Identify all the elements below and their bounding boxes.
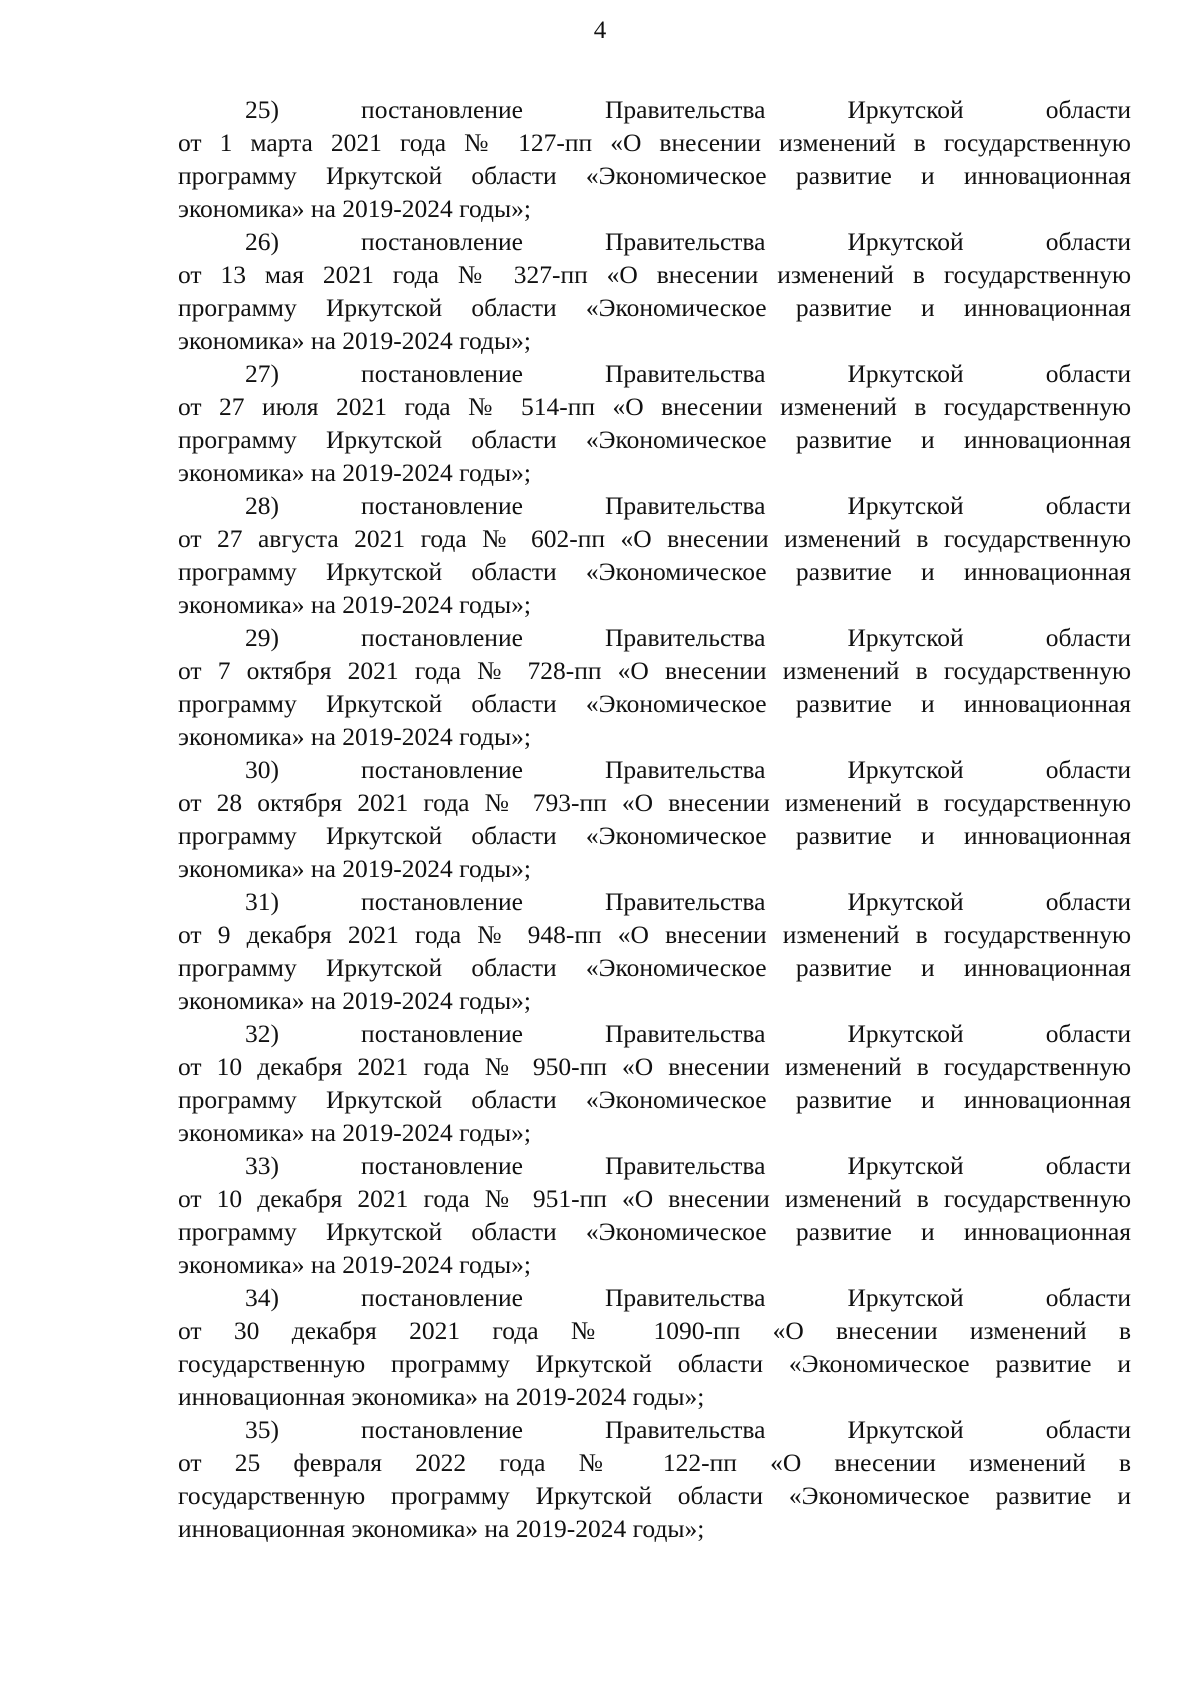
list-item	[178, 1413, 1131, 1545]
text-line: программу Иркутской области «Экономическое развитие и инновационная	[178, 557, 1131, 586]
list-item	[178, 885, 1131, 1017]
text-line: экономика» на 2019-2024 годы»;	[178, 458, 531, 487]
list-item	[178, 1149, 1131, 1281]
text-line: от 27 июля 2021 года № 514-пп «О внесении изменений в государственную	[178, 392, 1131, 421]
list-item	[178, 621, 1131, 753]
text-line: экономика» на 2019-2024 годы»;	[178, 986, 531, 1015]
page-number: 4	[593, 17, 607, 44]
text-line: государственную программу Иркутской области «Экономическое развитие и	[178, 1349, 1131, 1378]
text-line: от 25 февраля 2022 года № 122-пп «О внесении изменений в	[178, 1448, 1131, 1477]
text-line: государственную программу Иркутской области «Экономическое развитие и	[178, 1481, 1131, 1510]
text-line: экономика» на 2019-2024 годы»;	[178, 1250, 531, 1279]
text-line: 29) постановление Правительства Иркутской области	[245, 623, 1131, 652]
text-line: программу Иркутской области «Экономическое развитие и инновационная	[178, 425, 1131, 454]
list-item	[178, 753, 1131, 885]
text-line: от 1 марта 2021 года № 127-пп «О внесении изменений в государственную	[178, 128, 1131, 157]
text-line: от 10 декабря 2021 года № 951-пп «О внесении изменений в государственную	[178, 1184, 1131, 1213]
text-line: программу Иркутской области «Экономическое развитие и инновационная	[178, 689, 1131, 718]
text-line: программу Иркутской области «Экономическое развитие и инновационная	[178, 953, 1131, 982]
text-line: от 10 декабря 2021 года № 950-пп «О внесении изменений в государственную	[178, 1052, 1131, 1081]
list-item	[178, 1281, 1131, 1413]
text-line: 31) постановление Правительства Иркутской области	[245, 887, 1131, 916]
text-line: экономика» на 2019-2024 годы»;	[178, 326, 531, 355]
text-line: от 9 декабря 2021 года № 948-пп «О внесении изменений в государственную	[178, 920, 1131, 949]
text-line: экономика» на 2019-2024 годы»;	[178, 590, 531, 619]
text-line: инновационная экономика» на 2019-2024 годы»;	[178, 1514, 705, 1543]
text-line: экономика» на 2019-2024 годы»;	[178, 1118, 531, 1147]
text-line: от 28 октября 2021 года № 793-пп «О внесении изменений в государственную	[178, 788, 1131, 817]
text-line: 35) постановление Правительства Иркутской области	[245, 1415, 1131, 1444]
text-line: 28) постановление Правительства Иркутской области	[245, 491, 1131, 520]
list-item	[178, 489, 1131, 621]
text-line: от 27 августа 2021 года № 602-пп «О внесении изменений в государственную	[178, 524, 1131, 553]
text-line: программу Иркутской области «Экономическое развитие и инновационная	[178, 161, 1131, 190]
text-line: 30) постановление Правительства Иркутской области	[245, 755, 1131, 784]
text-line: 33) постановление Правительства Иркутской области	[245, 1151, 1131, 1180]
text-line: 25) постановление Правительства Иркутской области	[245, 95, 1131, 124]
list-item	[178, 357, 1131, 489]
text-line: 26) постановление Правительства Иркутской области	[245, 227, 1131, 256]
text-line: от 7 октября 2021 года № 728-пп «О внесении изменений в государственную	[178, 656, 1131, 685]
text-line: экономика» на 2019-2024 годы»;	[178, 194, 531, 223]
text-line: 34) постановление Правительства Иркутской области	[245, 1283, 1131, 1312]
text-line: программу Иркутской области «Экономическое развитие и инновационная	[178, 1217, 1131, 1246]
text-line: экономика» на 2019-2024 годы»;	[178, 722, 531, 751]
text-line: от 30 декабря 2021 года № 1090-пп «О внесении изменений в	[178, 1316, 1131, 1345]
list-item	[178, 225, 1131, 357]
text-line: 27) постановление Правительства Иркутской области	[245, 359, 1131, 388]
text-line: инновационная экономика» на 2019-2024 годы»;	[178, 1382, 705, 1411]
text-line: от 13 мая 2021 года № 327-пп «О внесении изменений в государственную	[178, 260, 1131, 289]
list-item	[178, 93, 1131, 225]
document-body	[178, 93, 1131, 1545]
text-line: 32) постановление Правительства Иркутской области	[245, 1019, 1131, 1048]
text-line: экономика» на 2019-2024 годы»;	[178, 854, 531, 883]
text-line: программу Иркутской области «Экономическое развитие и инновационная	[178, 1085, 1131, 1114]
list-item	[178, 1017, 1131, 1149]
text-line: программу Иркутской области «Экономическое развитие и инновационная	[178, 821, 1131, 850]
text-line: программу Иркутской области «Экономическое развитие и инновационная	[178, 293, 1131, 322]
